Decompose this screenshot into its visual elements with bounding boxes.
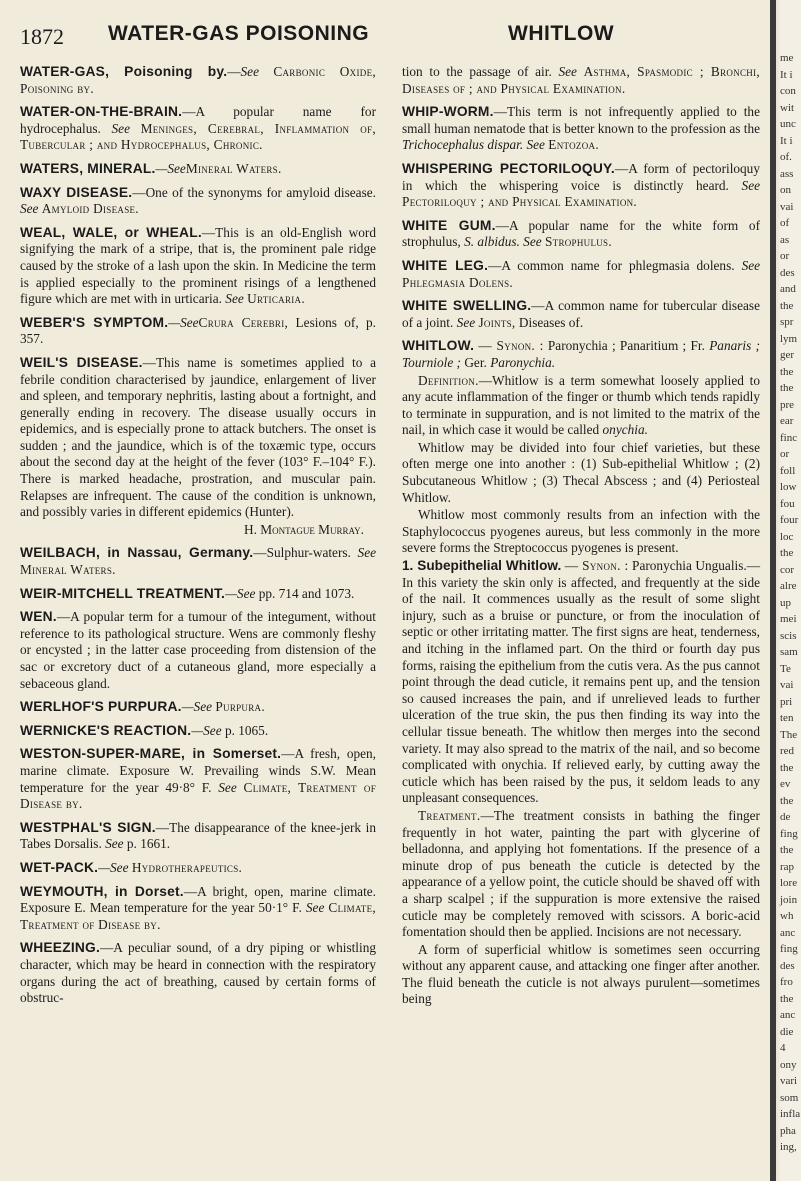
see-label: See bbox=[20, 201, 39, 217]
headword: WESTON-SUPER-MARE, in Somerset. bbox=[20, 746, 282, 762]
entry-text: —This is an old-English word signifying the mark of a stripe, that is, the prominent pale ridge caused by the stroke of a lash upon the skin. In Medicine the term is applied especially to the prominent risings of a lengthened figure which are met with in urticaria. bbox=[20, 224, 377, 307]
see-label: See bbox=[526, 137, 545, 153]
gutter-fragment: Te bbox=[780, 662, 791, 675]
gutter-fragment: alre bbox=[780, 580, 797, 592]
see-label: See bbox=[240, 64, 259, 79]
running-header bbox=[20, 18, 760, 52]
headword: WERLHOF'S PURPURA. bbox=[20, 699, 182, 715]
entry-whispering-pectoriloquy bbox=[402, 161, 760, 211]
synonym-label: — Synon. : bbox=[478, 338, 544, 354]
cross-reference: Entozoa. bbox=[548, 137, 599, 153]
gutter-fragment: wit bbox=[780, 101, 795, 114]
gutter-fragment: ev bbox=[780, 778, 791, 790]
headword: WEILBACH, in Nassau, Germany. bbox=[20, 545, 254, 561]
gutter-fragment: vari bbox=[780, 1075, 798, 1087]
gutter-fragment: the bbox=[780, 547, 794, 559]
headword: WERNICKE'S REACTION. bbox=[20, 722, 192, 738]
headword: WESTPHAL'S SIGN. bbox=[20, 819, 156, 835]
headword: WHITE LEG. bbox=[402, 257, 489, 273]
cross-reference: Climate, Treatment of Disease by. bbox=[20, 779, 377, 812]
gutter-fragment: sam bbox=[780, 646, 798, 658]
whitlow-treatment bbox=[402, 808, 760, 941]
right-running-title: WHITLOW bbox=[508, 22, 615, 45]
gutter-fragment: join bbox=[780, 893, 798, 906]
left-running-title: WATER-GAS POISONING bbox=[108, 22, 370, 45]
gutter-fragment: ony bbox=[780, 1058, 797, 1071]
entry-waters-mineral bbox=[20, 161, 376, 178]
headword: WEIR-MITCHELL TREATMENT. bbox=[20, 585, 226, 601]
entry-weir-mitchell bbox=[20, 586, 376, 603]
gutter-fragment: The bbox=[780, 728, 798, 741]
headword: WATER-ON-THE-BRAIN. bbox=[20, 104, 183, 120]
headword: WHISPERING PECTORILOQUY. bbox=[402, 160, 615, 176]
gutter-fragment: ear bbox=[780, 415, 794, 427]
gutter-fragment: lore bbox=[780, 877, 798, 889]
entry-weal bbox=[20, 225, 376, 308]
cross-reference: Urticaria. bbox=[247, 291, 305, 307]
gutter-fragment: con bbox=[780, 85, 796, 97]
see-label: See bbox=[523, 234, 542, 250]
adjacent-page-edge bbox=[770, 0, 801, 1181]
cross-reference: Hydrotherapeutics. bbox=[131, 859, 243, 875]
gutter-fragment: of. bbox=[780, 151, 792, 163]
gutter-fragment: It i bbox=[780, 68, 793, 81]
entry-text: —Whitlow is a term somewhat loosely applied to any acute inflammation of the finger or thumb which tends rapidly to terminate in suppuration, and is not limited to the matrix of the nail, in which case it would be called bbox=[402, 372, 760, 438]
entry-whitlow bbox=[402, 338, 760, 371]
section-label: Treatment. bbox=[418, 807, 481, 823]
see-label: See bbox=[225, 291, 244, 307]
see-label: —See bbox=[168, 314, 199, 330]
gutter-fragment: four bbox=[780, 514, 799, 526]
entry-text: —One of the synonyms for amyloid disease. bbox=[132, 184, 376, 200]
see-label: See bbox=[741, 257, 761, 273]
entry-text: —The disappearance of the knee-jerk in Tabes Dorsalis. bbox=[20, 819, 376, 852]
gutter-fragment: red bbox=[780, 745, 795, 757]
entry-weymouth bbox=[20, 884, 376, 934]
headword: WATERS, MINERAL. bbox=[20, 160, 156, 176]
headword: WHITE SWELLING. bbox=[402, 298, 532, 314]
gutter-fragment: ger bbox=[780, 349, 795, 361]
headword: WHITLOW. bbox=[402, 338, 475, 354]
entry-westphals-sign bbox=[20, 820, 376, 853]
entry-white-gum bbox=[402, 218, 760, 251]
gutter-fragment: or bbox=[780, 448, 790, 460]
entry-text: —The treatment consists in bathing the finger frequently in hot water, painting the part with glycerine of belladonna, and applying hot fomentations. If the presence of a minute drop of pus beneath the cuticle is detected by the appearance of a yellow point, the cuticle should be shaved off with a sharp scalpel ; if the suppuration is more extensive the raised cuticle may be completely removed with scissors. A boric-acid fomentation should then be applied. Incisions are not necessary. bbox=[402, 807, 760, 940]
superficial-whitlow: A form of superficial whitlow is sometimes seen occurring without any apparent cause, and attacking one finger after another. The fluid beneath the cuticle is not always purulent—sometimes being bbox=[402, 941, 760, 1007]
see-label: See bbox=[218, 779, 237, 795]
entry-text: —A common name for phlegmasia dolens. bbox=[488, 257, 735, 273]
page-number: 1872 bbox=[20, 24, 64, 49]
entry-waxy-disease bbox=[20, 185, 376, 218]
cross-reference: Phlegmasia Dolens. bbox=[402, 274, 514, 290]
entry-text: —A common name for tubercular disease of a joint. bbox=[402, 298, 760, 330]
gutter-fragment: pha bbox=[780, 1124, 796, 1137]
entry-text: Diseases of. bbox=[518, 314, 584, 330]
whitlow-definition bbox=[402, 373, 760, 439]
gutter-fragment: the bbox=[780, 365, 794, 378]
entry-text: Ger. bbox=[464, 354, 487, 370]
entry-webers-symptom bbox=[20, 315, 376, 348]
gutter-fragment: anc bbox=[780, 1009, 796, 1021]
italic-term: Paronychia. bbox=[490, 354, 556, 370]
entry-water-on-the-brain bbox=[20, 104, 376, 154]
gutter-fragment: fro bbox=[780, 976, 793, 988]
cross-reference: Mineral Waters. bbox=[185, 160, 282, 176]
author-signature: H. Montague Murray. bbox=[244, 521, 364, 537]
gutter-fragment: unc bbox=[780, 118, 796, 130]
entry-weston-super-mare bbox=[20, 746, 376, 812]
gutter-fragment: as bbox=[780, 233, 790, 246]
gutter-fragment: des bbox=[780, 959, 795, 972]
cross-reference: Purpura. bbox=[215, 699, 265, 715]
see-label: —See bbox=[181, 699, 212, 715]
see-label: —See bbox=[225, 585, 256, 601]
dash: — bbox=[227, 64, 241, 79]
cross-reference: p. 1661. bbox=[126, 836, 171, 852]
gutter-fragment: ten bbox=[780, 712, 794, 724]
see-label: —See bbox=[98, 859, 129, 875]
see-label: See bbox=[105, 836, 124, 852]
gutter-fragment: som bbox=[780, 1091, 799, 1104]
headword: WET-PACK. bbox=[20, 859, 99, 875]
cross-reference: Mineral Waters. bbox=[20, 562, 116, 578]
gutter-fragment: pre bbox=[780, 398, 795, 411]
right-column bbox=[402, 64, 760, 1009]
gutter-fragment: pri bbox=[780, 695, 793, 708]
synonym-label: — Synon. : bbox=[564, 558, 629, 574]
gutter-fragment: low bbox=[780, 481, 797, 493]
gutter-fragment: anc bbox=[780, 926, 796, 939]
italic-term: onychia. bbox=[602, 422, 648, 438]
gutter-fragment: fing bbox=[780, 827, 798, 840]
gutter-fragment: ass bbox=[780, 167, 794, 180]
entry-weilbach bbox=[20, 545, 376, 578]
gutter-fragment: the bbox=[780, 794, 794, 807]
entry-text: —A form of pectoriloquy in which the whispering voice is distinctly heard. bbox=[402, 160, 760, 193]
see-label: See bbox=[456, 314, 476, 330]
see-label: —See bbox=[155, 160, 186, 176]
gutter-fragment: or bbox=[780, 250, 790, 262]
headword: WEBER'S SYMPTOM. bbox=[20, 314, 169, 330]
cross-reference: Strophulus. bbox=[544, 234, 612, 250]
headword: WATER-GAS, Poisoning by. bbox=[20, 64, 228, 79]
gutter-fragment: the bbox=[780, 382, 794, 394]
see-label: —See bbox=[191, 722, 222, 738]
italic-term: S. albidus. bbox=[464, 234, 520, 250]
entry-wheezing bbox=[20, 940, 376, 1006]
entry-text: Paronychia Ungualis.—In this variety the skin only is affected, and frequently at the side of the nail. It commences usually as the result of some slight injury, such as a bruise or puncture, or from the inoculation of septic or other irritating matter. The first signs are heat, tenderness, and itching in the inflamed part. On the third or fourth day pus forms, raising the epithelium from the cutis vera. As the pus cannot point through the dead cuticle, it remains pent up, and the tension so caused increases the pain, and if unrelieved leads to further ulceration of the true skin, the pus then finding its way into the cellular tissue beneath. The whitlow then merges into the second variety. It may also spread to the matrix of the nail, and so become complicated with onychia. If relieved early, by cutting away the cuticle which has been raised by the pus, it seldom leads to any unpleasant consequences. bbox=[402, 558, 761, 806]
gutter-fragment: scis bbox=[780, 629, 797, 642]
entry-text: —This term is not infrequently applied to the small human nematode that is better known to the profession as the bbox=[402, 104, 760, 136]
entry-text: p. 1065. bbox=[224, 722, 269, 738]
entry-wet-pack bbox=[20, 860, 376, 877]
gutter-fragment: fing bbox=[780, 943, 798, 955]
gutter-fragment: rap bbox=[780, 860, 795, 873]
page-fold-shadow bbox=[770, 0, 776, 1181]
gutter-fragment: the bbox=[780, 761, 794, 774]
entry-white-swelling bbox=[402, 298, 760, 331]
gutter-fragment: cor bbox=[780, 563, 795, 576]
headword: WHITE GUM. bbox=[402, 217, 496, 233]
see-label: See bbox=[741, 177, 760, 193]
cross-reference: Pectoriloquy ; and Physical Examination. bbox=[402, 194, 638, 210]
entry-text: —A popular name for hydrocephalus. bbox=[20, 104, 376, 136]
headword: WEAL, WALE, or WHEAL. bbox=[20, 224, 202, 240]
cross-reference: Meninges, Cerebral, Inflammation of, Tubercular ; and Hydrocephalus, Chronic. bbox=[20, 120, 376, 153]
entry-whip-worm bbox=[402, 104, 760, 154]
gutter-fragment: vai bbox=[780, 200, 794, 213]
entry-text: —A peculiar sound, of a dry piping or whistling character, which may be heard in connection with the respiratory organs during the act of breathing, caused by certain forms of obstruc- bbox=[20, 940, 376, 1006]
gutter-fragment: foll bbox=[780, 464, 796, 477]
cross-reference: Amyloid Disease. bbox=[41, 201, 139, 217]
gutter-fragment: infla bbox=[780, 1108, 801, 1120]
gutter-fragment: wh bbox=[780, 910, 794, 922]
entry-text: pp. 714 and 1073. bbox=[258, 585, 355, 601]
gutter-fragment: 4 bbox=[780, 1042, 786, 1054]
gutter-fragment: on bbox=[780, 184, 791, 196]
gutter-fragment: finc bbox=[780, 431, 798, 444]
entry-text: Paronychia ; Panaritium ; Fr. bbox=[547, 338, 705, 354]
headword: WEIL'S DISEASE. bbox=[20, 354, 143, 370]
entry-text: —Sulphur-waters. bbox=[253, 545, 351, 561]
gutter-fragment: It i bbox=[780, 134, 793, 147]
italic-term: Trichocephalus dispar. bbox=[402, 137, 524, 153]
entry-wheezing-continued bbox=[402, 64, 760, 97]
entry-text: —A bright, open, marine climate. Exposure E. Mean temperature for the year 50·1° F. bbox=[20, 883, 376, 916]
gutter-fragment: me bbox=[780, 52, 794, 64]
see-label: See bbox=[357, 545, 376, 561]
gutter-fragment: ing, bbox=[780, 1141, 797, 1153]
see-label: See bbox=[305, 900, 325, 916]
entry-wen bbox=[20, 609, 376, 692]
gutter-fragment: fou bbox=[780, 497, 795, 510]
entry-text: —A popular name for the white form of strophulus, bbox=[402, 217, 760, 250]
cross-reference: Crura Cerebri, bbox=[198, 314, 289, 330]
cross-reference: Joints, bbox=[478, 314, 516, 330]
entry-text: —This name is sometimes applied to a febrile condition characterised by jaundice, enlargement of liver and spleen, and temporary nephritis, lasting about a fortnight, and generally ending in recovery. The disease usually occurs in epidemics, and is especially prone to attack butchers. The onset is sudden ; and the jaundice, which is of the toxæmic type, occurs about the second day at the height of the fever (103° F.–104° F.). There is marked headache, prostration, and muscular pain. Relapses are infrequent. The cause of the condition is unknown, and possibly varies in different epidemics (Hunter). bbox=[20, 354, 376, 520]
entry-text: tion to the passage of air. bbox=[402, 64, 552, 79]
headword: WAXY DISEASE. bbox=[20, 184, 133, 200]
see-label: See bbox=[111, 120, 130, 136]
gutter-fragment: and bbox=[780, 283, 796, 295]
whitlow-infection: Whitlow most commonly results from an infection with the Staphylococcus pyogenes aureus, but less commonly in the more severe forms the Streptococcus pyogenes is present. bbox=[402, 507, 760, 556]
gutter-fragment: des bbox=[780, 266, 795, 279]
subheading: 1. Subepithelial Whitlow. bbox=[402, 558, 562, 574]
entry-text: —A popular term for a tumour of the integument, without reference to its pathological structure. Wens are commonly fleshy or encysted ; in the latter case proceeding from distension of the sac or excretory duct of a cutaneous gland, more especially a sebaceous gland. bbox=[20, 609, 376, 691]
entry-white-leg bbox=[402, 258, 760, 291]
cross-reference: Asthma, Spasmodic ; Bronchi, Diseases of ; and Physical Examination. bbox=[402, 64, 761, 96]
see-label: See bbox=[558, 64, 577, 79]
gutter-fragment: die bbox=[780, 1025, 794, 1038]
gutter-fragment: the bbox=[780, 299, 794, 312]
headword: WHIP-WORM. bbox=[402, 104, 494, 120]
headword: WEN. bbox=[20, 609, 57, 625]
gutter-fragment: of bbox=[780, 217, 790, 229]
entry-wernickes-reaction bbox=[20, 723, 376, 740]
section-label: Definition. bbox=[418, 372, 479, 388]
gutter-fragment: mei bbox=[780, 613, 797, 625]
gutter-fragment: lym bbox=[780, 332, 798, 345]
entry-weils-disease bbox=[20, 355, 376, 521]
entry-text: Lesions of, p. 357. bbox=[20, 314, 377, 347]
entry-water-gas bbox=[20, 64, 376, 97]
headword: WEYMOUTH, in Dorset. bbox=[20, 883, 184, 899]
subepithelial-whitlow bbox=[402, 558, 760, 807]
gutter-fragment: spr bbox=[780, 316, 794, 328]
whitlow-varieties: Whitlow may be divided into four chief varieties, but these often merge one into another : (1) Sub-epithelial Whitlow ; (2) Subcutaneous Whitlow ; (3) Thecal Abscess ; and (4) Periosteal Whitlow. bbox=[402, 439, 760, 505]
cross-reference: Climate, Treatment of Disease by. bbox=[20, 900, 376, 932]
entry-werlhofs-purpura bbox=[20, 699, 376, 716]
gutter-fragment: vai bbox=[780, 679, 794, 691]
headword: WHEEZING. bbox=[20, 940, 100, 956]
gutter-fragment: de bbox=[780, 811, 791, 823]
cross-reference: Carbonic Oxide, Poisoning by. bbox=[20, 64, 376, 96]
entry-text: —A fresh, open, marine climate. Exposure W. Prevailing winds S.W. Mean temperature for the year 49·8° F. bbox=[20, 746, 376, 795]
gutter-fragment: the bbox=[780, 844, 794, 856]
gutter-fragment: the bbox=[780, 992, 794, 1005]
left-column bbox=[20, 64, 376, 1014]
gutter-fragment: loc bbox=[780, 530, 794, 543]
gutter-fragment: up bbox=[780, 596, 791, 609]
italic-term: Panaris ; Tourniole ; bbox=[402, 338, 760, 370]
